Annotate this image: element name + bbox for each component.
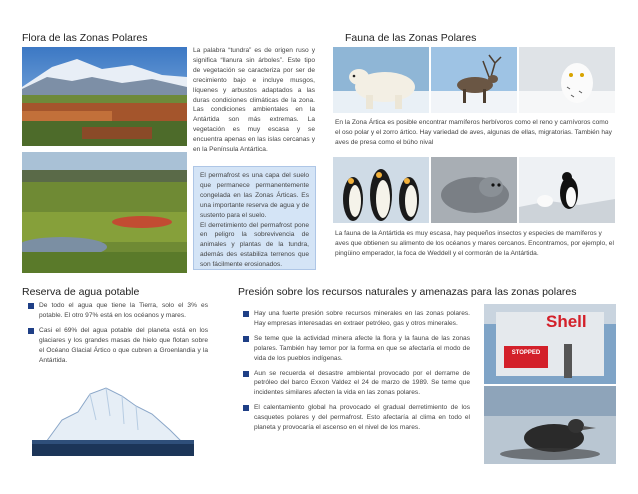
pressure-bullet-list (243, 309, 470, 438)
shell-logo-text: Shell (546, 312, 587, 331)
stopped-sign-text: STOPPED (511, 350, 541, 356)
reindeer-image (431, 47, 517, 113)
iceberg-image (32, 380, 194, 456)
fauna-title: Fauna de las Zonas Polares (345, 32, 477, 44)
pressure-bullet-3: Aun se recuerda el desastre ambiental provocado por el derrame de petróleo del barco Exxon Valdez el 24 de marzo de 1989. Se teme que incidentes similares afecten la vida en las zonas polares. (243, 369, 470, 399)
snowy-owl-image (519, 47, 615, 113)
emperor-penguins-image (333, 157, 429, 223)
weddell-seal-image (431, 157, 517, 223)
fauna-antarctic-paragraph: La fauna de la Antártida es muy escasa, hay pequeños insectos y especies de mamíferos y aves que obtienen su alimento de los océanos y mares cercanos. Encontramos, por ejemplo, el pingüino emperador, la foca de Weddell y el cormorán de la Antártida. (335, 230, 614, 257)
pressure-bullet-2: Se teme que la actividad minera afecte la flora y la fauna de las zonas polares. También hay temor por la forma en que se afectaría el modo de vida de los pueblos indígenas. (243, 334, 470, 364)
fauna-arctic-paragraph: En la Zona Ártica es posible encontrar mamíferos herbívoros como el reno y carnívoros como el oso polar y el zorro ártico. Hay variedad de aves, algunas de ellas, migratorias. También hay aves de presa como el búho nival (335, 119, 612, 146)
polar-bear-image (333, 47, 429, 113)
water-bullet-list (28, 301, 208, 370)
pressure-title: Presión sobre los recursos naturales y amenazas para las zonas polares (238, 286, 577, 298)
flora-paragraph: La palabra “tundra” es de origen ruso y significa “llanura sin árboles”. Este tipo de vegetación se caracteriza por ser de crecimiento bajo e incluye musgos, líquenes y arbustos adaptados a las duras condiciones climáticas de la zona. Las condiciones ambientales en la Antártida son más extremas. La vegetación es muy escasa y se encuentra apenas en las islas cercanas y en la Península Antártica. (193, 47, 315, 154)
permafrost-paragraph-1: El permafrost es una capa del suelo que permanece permanentemente congelada en las Zonas Árticas. Es una importante reserva de agua y de sustento para el suelo. (200, 172, 309, 219)
permafrost-paragraph-2: El derretimiento del permafrost pone en peligro la sobrevivencia de animales y plantas de la tundra, además des estabiliza terrenos que son fácilmente erosionados. (200, 221, 309, 269)
pressure-bullet-1: Hay una fuerte presión sobre recursos minerales en las zonas polares. Hay empresas interesadas en extraer petróleo, gas y otros minerales. (243, 309, 470, 329)
shell-protest-image (484, 304, 616, 384)
water-title: Reserva de agua potable (22, 286, 140, 298)
tundra-wetland-image (22, 152, 187, 273)
water-bullet-1: De todo el agua que tiene la Tierra, solo el 3% es potable. El otro 97% está en los océanos y mares. (28, 301, 208, 321)
flora-title: Flora de las Zonas Polares (22, 32, 148, 44)
pressure-bullet-4: El calentamiento global ha provocado el gradual derretimiento de los casquetes polares y del permafrost. Esto afectaría al clima en todo el planeta y provocaría el ascenso en el nivel de los mares. (243, 403, 470, 433)
water-bullet-2: Casi el 69% del agua potable del planeta está en los glaciares y los grandes masas de hielo que flotan sobre el Océano Glacial Ártico o que cubren a Groenlandia y la Antártida. (28, 326, 208, 366)
tundra-landscape-image (22, 47, 187, 146)
permafrost-info-box (193, 166, 316, 270)
oiled-bird-image (484, 386, 616, 464)
antarctic-cormorant-image (519, 157, 615, 223)
